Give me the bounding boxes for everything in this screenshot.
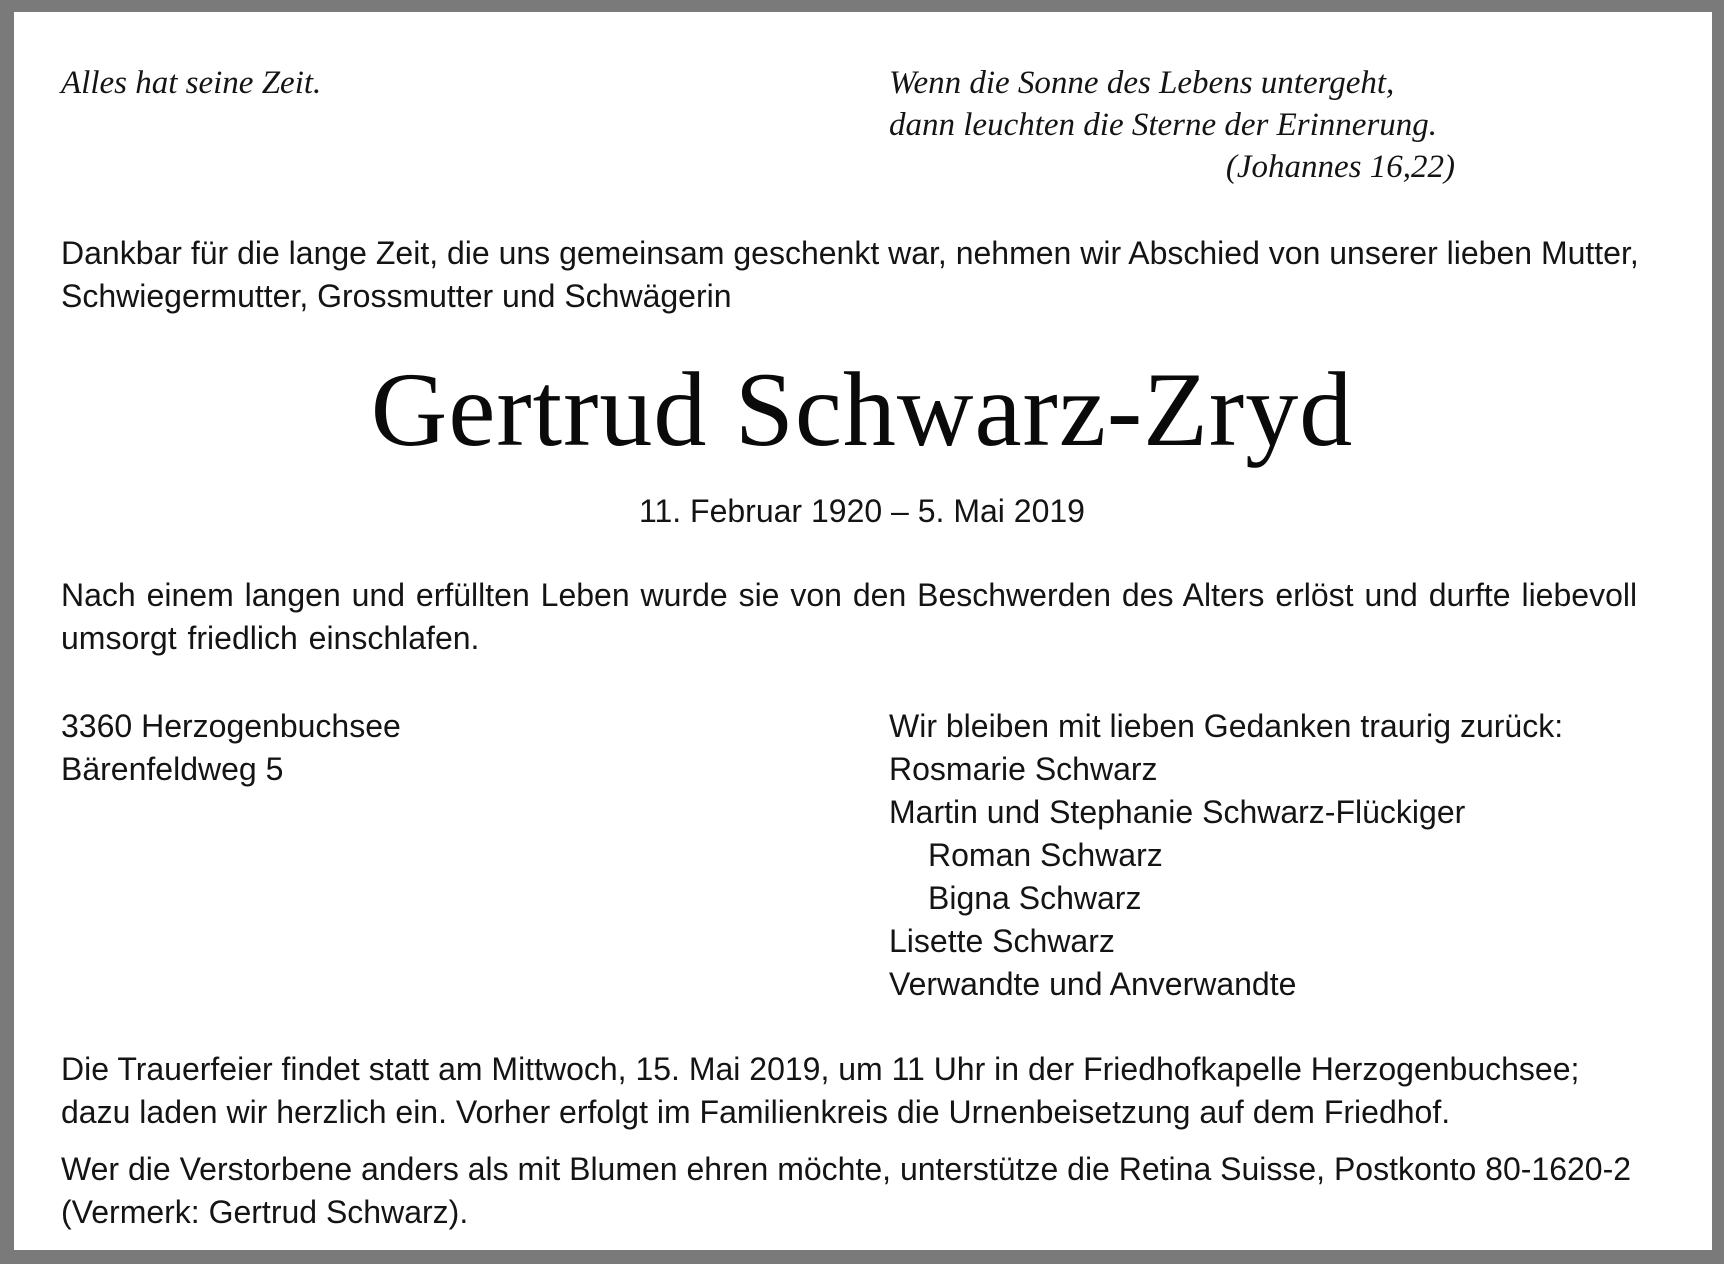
life-dates: 11. Februar 1920 – 5. Mai 2019 — [639, 493, 1085, 529]
donation-text — [61, 1148, 1701, 1234]
mourner-name: Martin und Stephanie Schwarz-Flückiger — [889, 794, 1466, 830]
quote-line-2: dann leuchten die Sterne der Erinnerung. — [889, 107, 1438, 143]
quote-source: (Johannes 16,22) — [1225, 149, 1455, 185]
mourner-name: Lisette Schwarz — [889, 923, 1115, 959]
mourner-name: Roman Schwarz — [928, 837, 1163, 873]
mourner-name: Bigna Schwarz — [928, 880, 1142, 916]
mourners-heading: Wir bleiben mit lieben Gedanken traurig zurück: — [889, 708, 1564, 744]
address-city: 3360 Herzogenbuchsee — [61, 708, 401, 744]
mourners-block — [889, 705, 1649, 1006]
deceased-name: Gertrud Schwarz-Zryd — [370, 351, 1354, 468]
life-line-2: umsorgt friedlich einschlafen. — [61, 620, 480, 656]
obituary-notice — [14, 12, 1712, 1250]
ceremony-line-1: Die Trauerfeier findet statt am Mittwoch, 15. Mai 2019, um 11 Uhr in der Friedhofkapelle Herzogenbuchsee; — [61, 1051, 1580, 1087]
mourner-name: Verwandte und Anverwandte — [889, 966, 1297, 1002]
mourner-name: Rosmarie Schwarz — [889, 751, 1158, 787]
motto-quote — [889, 62, 1459, 188]
life-text — [61, 574, 1691, 660]
ceremony-line-2: dazu laden wir herzlich ein. Vorher erfolgt im Familienkreis die Urnenbeisetzung auf dem Friedhof. — [61, 1094, 1451, 1130]
intro-line-1: Dankbar für die lange Zeit, die uns gemeinsam geschenkt war, nehmen wir Abschied von unserer lieben Mutter, — [61, 235, 1639, 271]
address-street: Bärenfeldweg 5 — [61, 751, 284, 787]
ceremony-text — [61, 1048, 1701, 1134]
life-line-1: Nach einem langen und erfüllten Leben wurde sie von den Beschwerden des Alters erlöst und durfte liebevoll — [61, 577, 1638, 613]
donation-line-1: Wer die Verstorbene anders als mit Blumen ehren möchte, unterstütze die Retina Suisse, Postkonto 80-1620-2 — [61, 1151, 1632, 1187]
donation-line-2: (Vermerk: Gertrud Schwarz). — [61, 1194, 469, 1230]
quote-line-1: Wenn die Sonne des Lebens untergeht, — [889, 65, 1395, 101]
intro-line-2: Schwiegermutter, Grossmutter und Schwägerin — [61, 278, 732, 314]
intro-text — [61, 232, 1681, 318]
motto-left: Alles hat seine Zeit. — [61, 65, 322, 101]
address-block — [61, 705, 401, 791]
